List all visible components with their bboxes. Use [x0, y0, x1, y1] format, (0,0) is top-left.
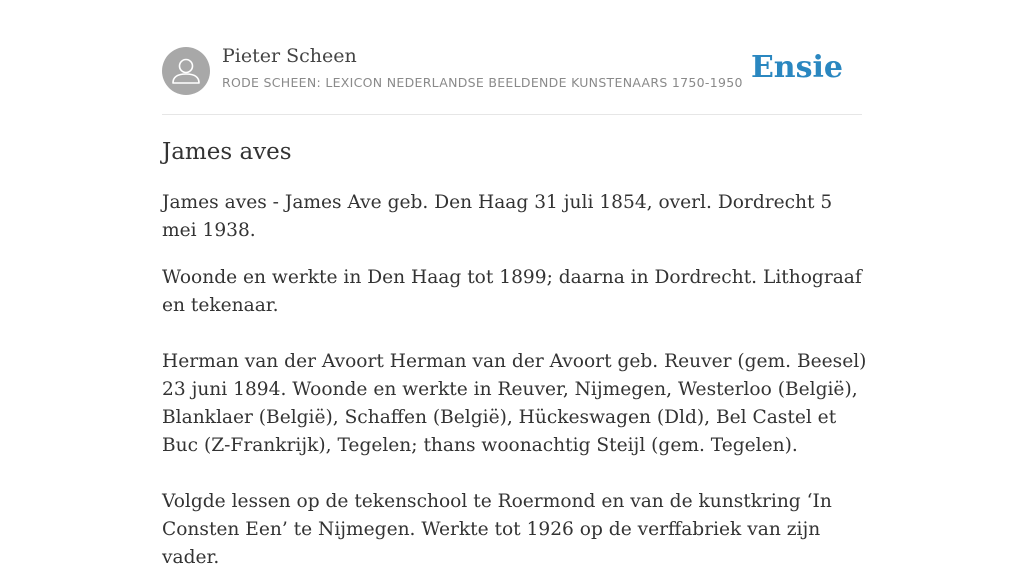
- user-silhouette-icon: [162, 47, 210, 95]
- article-body: [162, 135, 867, 572]
- source-link[interactable]: RODE SCHEEN: LEXICON NEDERLANDSE BEELDENDE KUNSTENAARS 1750-1950: [222, 75, 743, 90]
- ensie-logo-link[interactable]: Ensie: [750, 50, 843, 85]
- author-avatar[interactable]: [162, 47, 210, 95]
- article-paragraph-intro: James aves - James Ave geb. Den Haag 31 juli 1854, overl. Dordrecht 5 mei 1938.: [162, 192, 833, 241]
- article-paragraph-body: Woonde en werkte in Den Haag tot 1899; daarna in Dordrecht. Lithograaf en tekenaar. Herman van der Avoort Herman van der Avoort geb. Reuver (gem. Beesel) 23 juni 1894. Woonde en werkte in Reuver, Nijmegen, Westerloo (België), Blanklaer (België), Schaffen (België), Hückeswagen (Dld), Bel Castel et Buc (Z-Frankrijk), Tegelen; thans woonachtig Steijl (gem. Tegelen). Volgde lessen op de tekenschool te Roermond en van de kunstkring ‘In Consten Een’ te Nijmegen. Werkte tot 1926 op de verffabriek van zijn vader.: [162, 267, 867, 568]
- author-name-link[interactable]: Pieter Scheen: [222, 45, 357, 67]
- article-title: James aves: [162, 139, 292, 165]
- article-header: [162, 0, 862, 115]
